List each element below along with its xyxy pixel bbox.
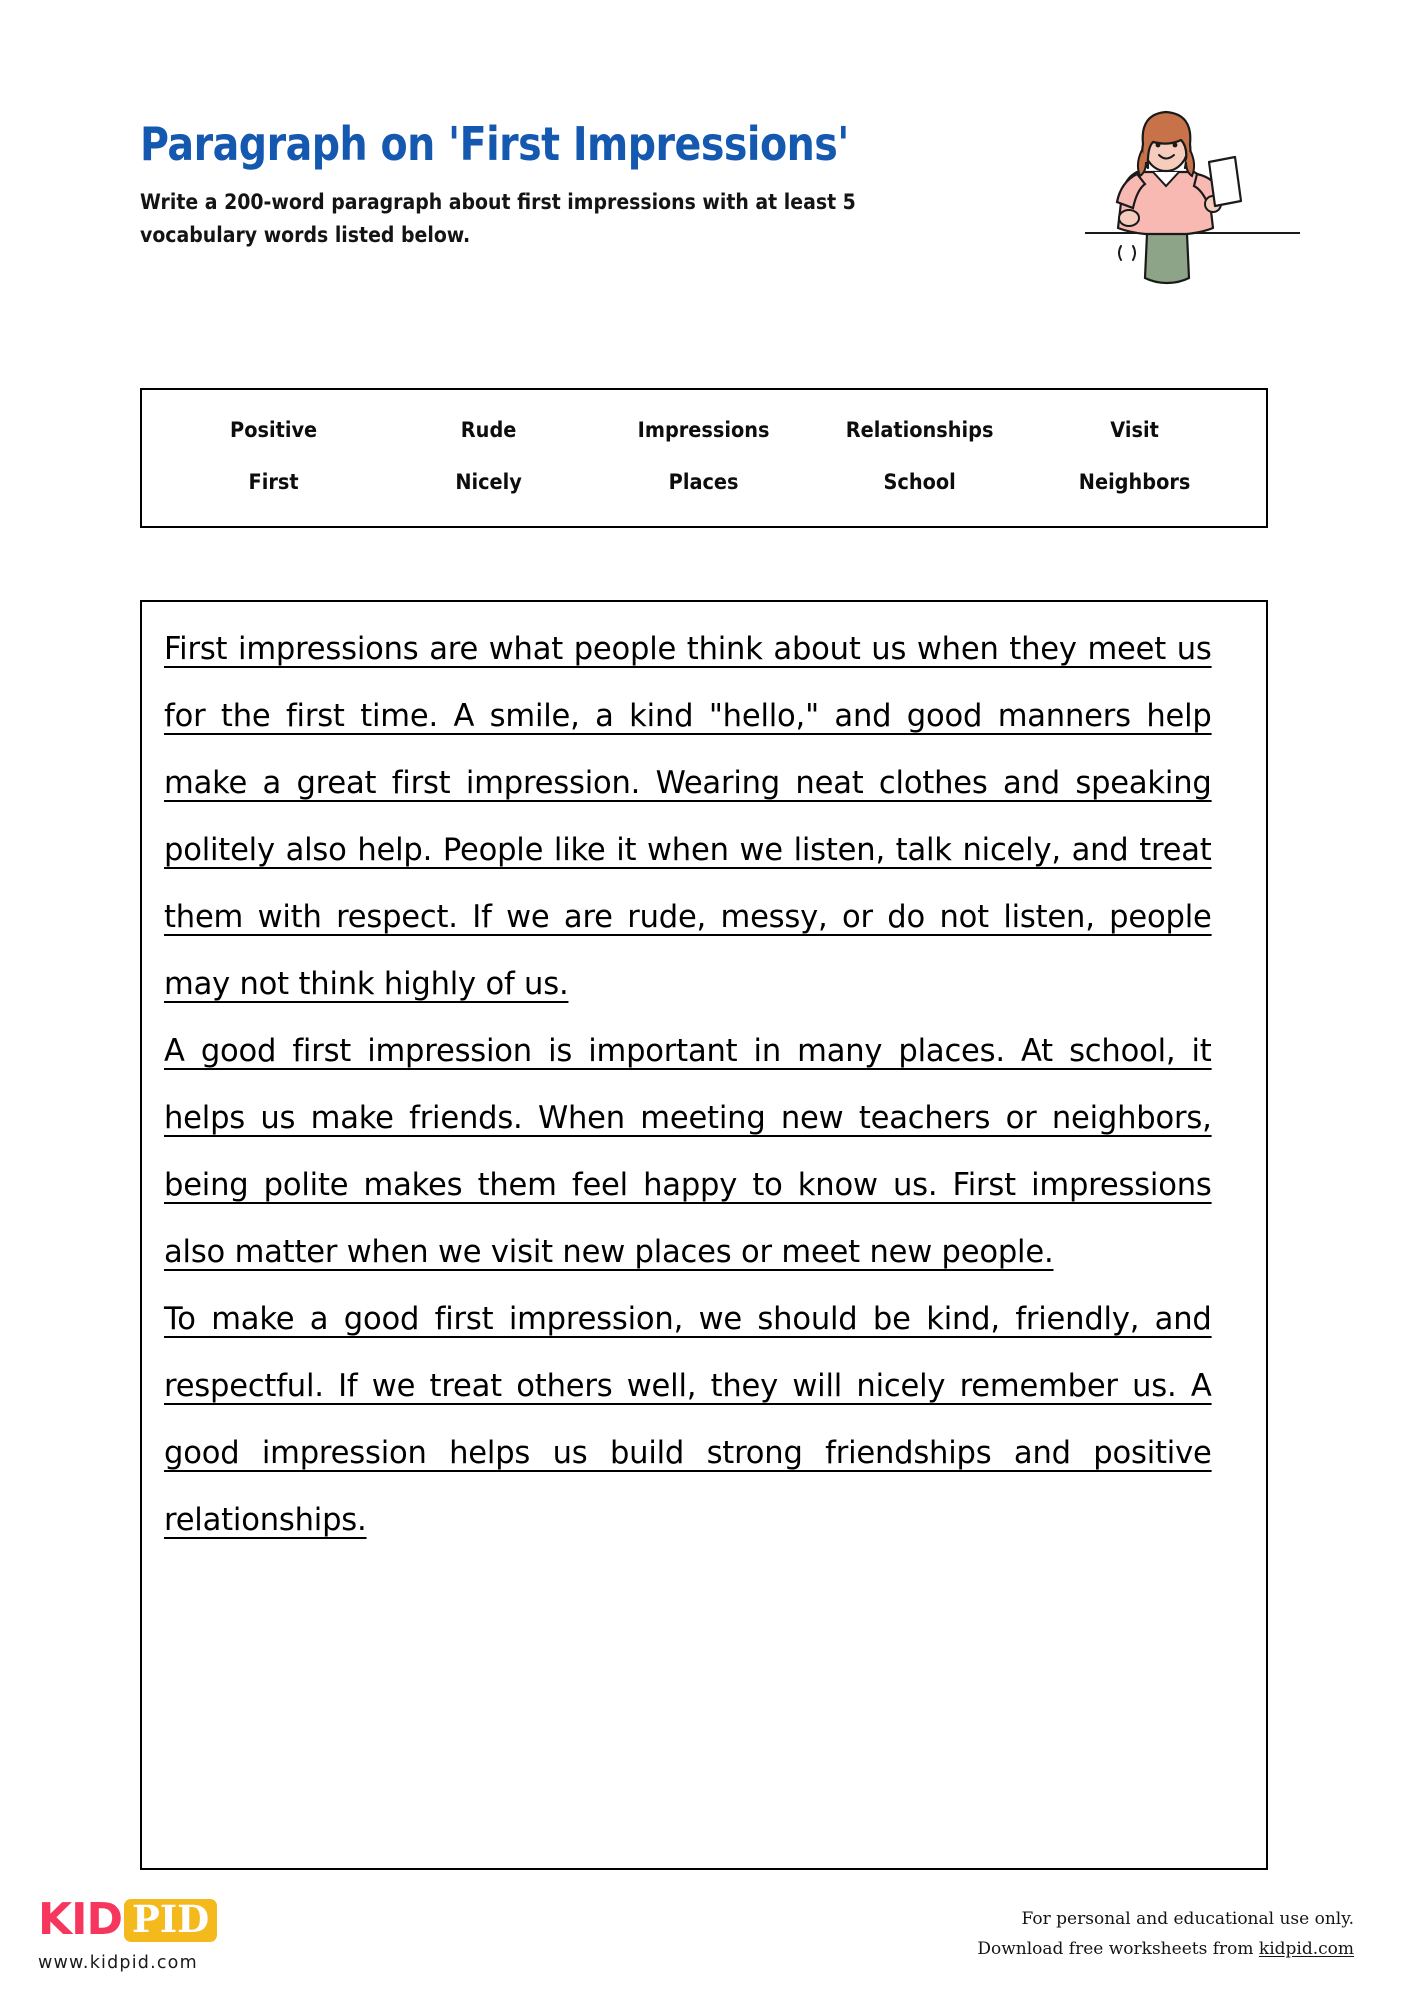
vocabulary-word: Impressions bbox=[638, 418, 770, 442]
kidpid-link[interactable]: kidpid.com bbox=[1258, 1938, 1354, 1959]
teacher-holding-paper-illustration bbox=[1085, 100, 1300, 315]
logo-pid-badge bbox=[124, 1896, 217, 1942]
logo-pid-text: PID bbox=[132, 1896, 210, 1941]
vocabulary-word-bank bbox=[140, 388, 1268, 528]
vocabulary-word: Places bbox=[669, 470, 739, 494]
download-prefix-text: Download free worksheets from bbox=[977, 1938, 1259, 1959]
vocabulary-word: First bbox=[248, 470, 299, 494]
footer-usage-note bbox=[977, 1905, 1354, 1965]
logo-kid-text: KID bbox=[38, 1894, 122, 1945]
vocabulary-word: School bbox=[883, 470, 956, 494]
usage-note-line-2 bbox=[977, 1935, 1354, 1965]
vocabulary-word: Visit bbox=[1110, 418, 1159, 442]
vocabulary-word: Positive bbox=[230, 418, 318, 442]
answer-paragraph-3: To make a good first impression, we should be kind, friendly, and respectful. If we treat others well, they will nicely remember us. A good impression helps us build strong friendships and positive relationships. bbox=[164, 1301, 1212, 1538]
page-title: Paragraph on 'First Impressions' bbox=[140, 117, 849, 171]
vocabulary-word: Neighbors bbox=[1078, 470, 1191, 494]
website-url[interactable]: www.kidpid.com bbox=[38, 1953, 198, 1973]
vocabulary-word: Nicely bbox=[455, 470, 523, 494]
vocabulary-word: Rude bbox=[461, 418, 517, 442]
usage-note-line-1: For personal and educational use only. bbox=[1021, 1909, 1354, 1929]
vocabulary-row bbox=[166, 470, 1242, 494]
vocabulary-row bbox=[166, 418, 1242, 442]
kidpid-logo[interactable] bbox=[38, 1895, 378, 1973]
answer-paragraph-1: First impressions are what people think about us when they meet us for the first time. A smile, a kind "hello," and good manners help make a great first impression. Wearing neat clothes and speaking politely also help. People like it when we listen, talk nicely, and treat them with respect. If we are rude, messy, or do not listen, people may not think highly of us. bbox=[164, 631, 1212, 1002]
instructions-text: Write a 200-word paragraph about first impressions with at least 5 vocabulary words listed below. bbox=[140, 190, 856, 247]
vocabulary-word: Relationships bbox=[845, 418, 994, 442]
answer-writing-area[interactable] bbox=[140, 600, 1268, 1870]
answer-paragraph-2: A good first impression is important in many places. At school, it helps us make friends. When meeting new teachers or neighbors, being polite makes them feel happy to know us. First impressions also matter when we visit new places or meet new people. bbox=[164, 1033, 1212, 1270]
